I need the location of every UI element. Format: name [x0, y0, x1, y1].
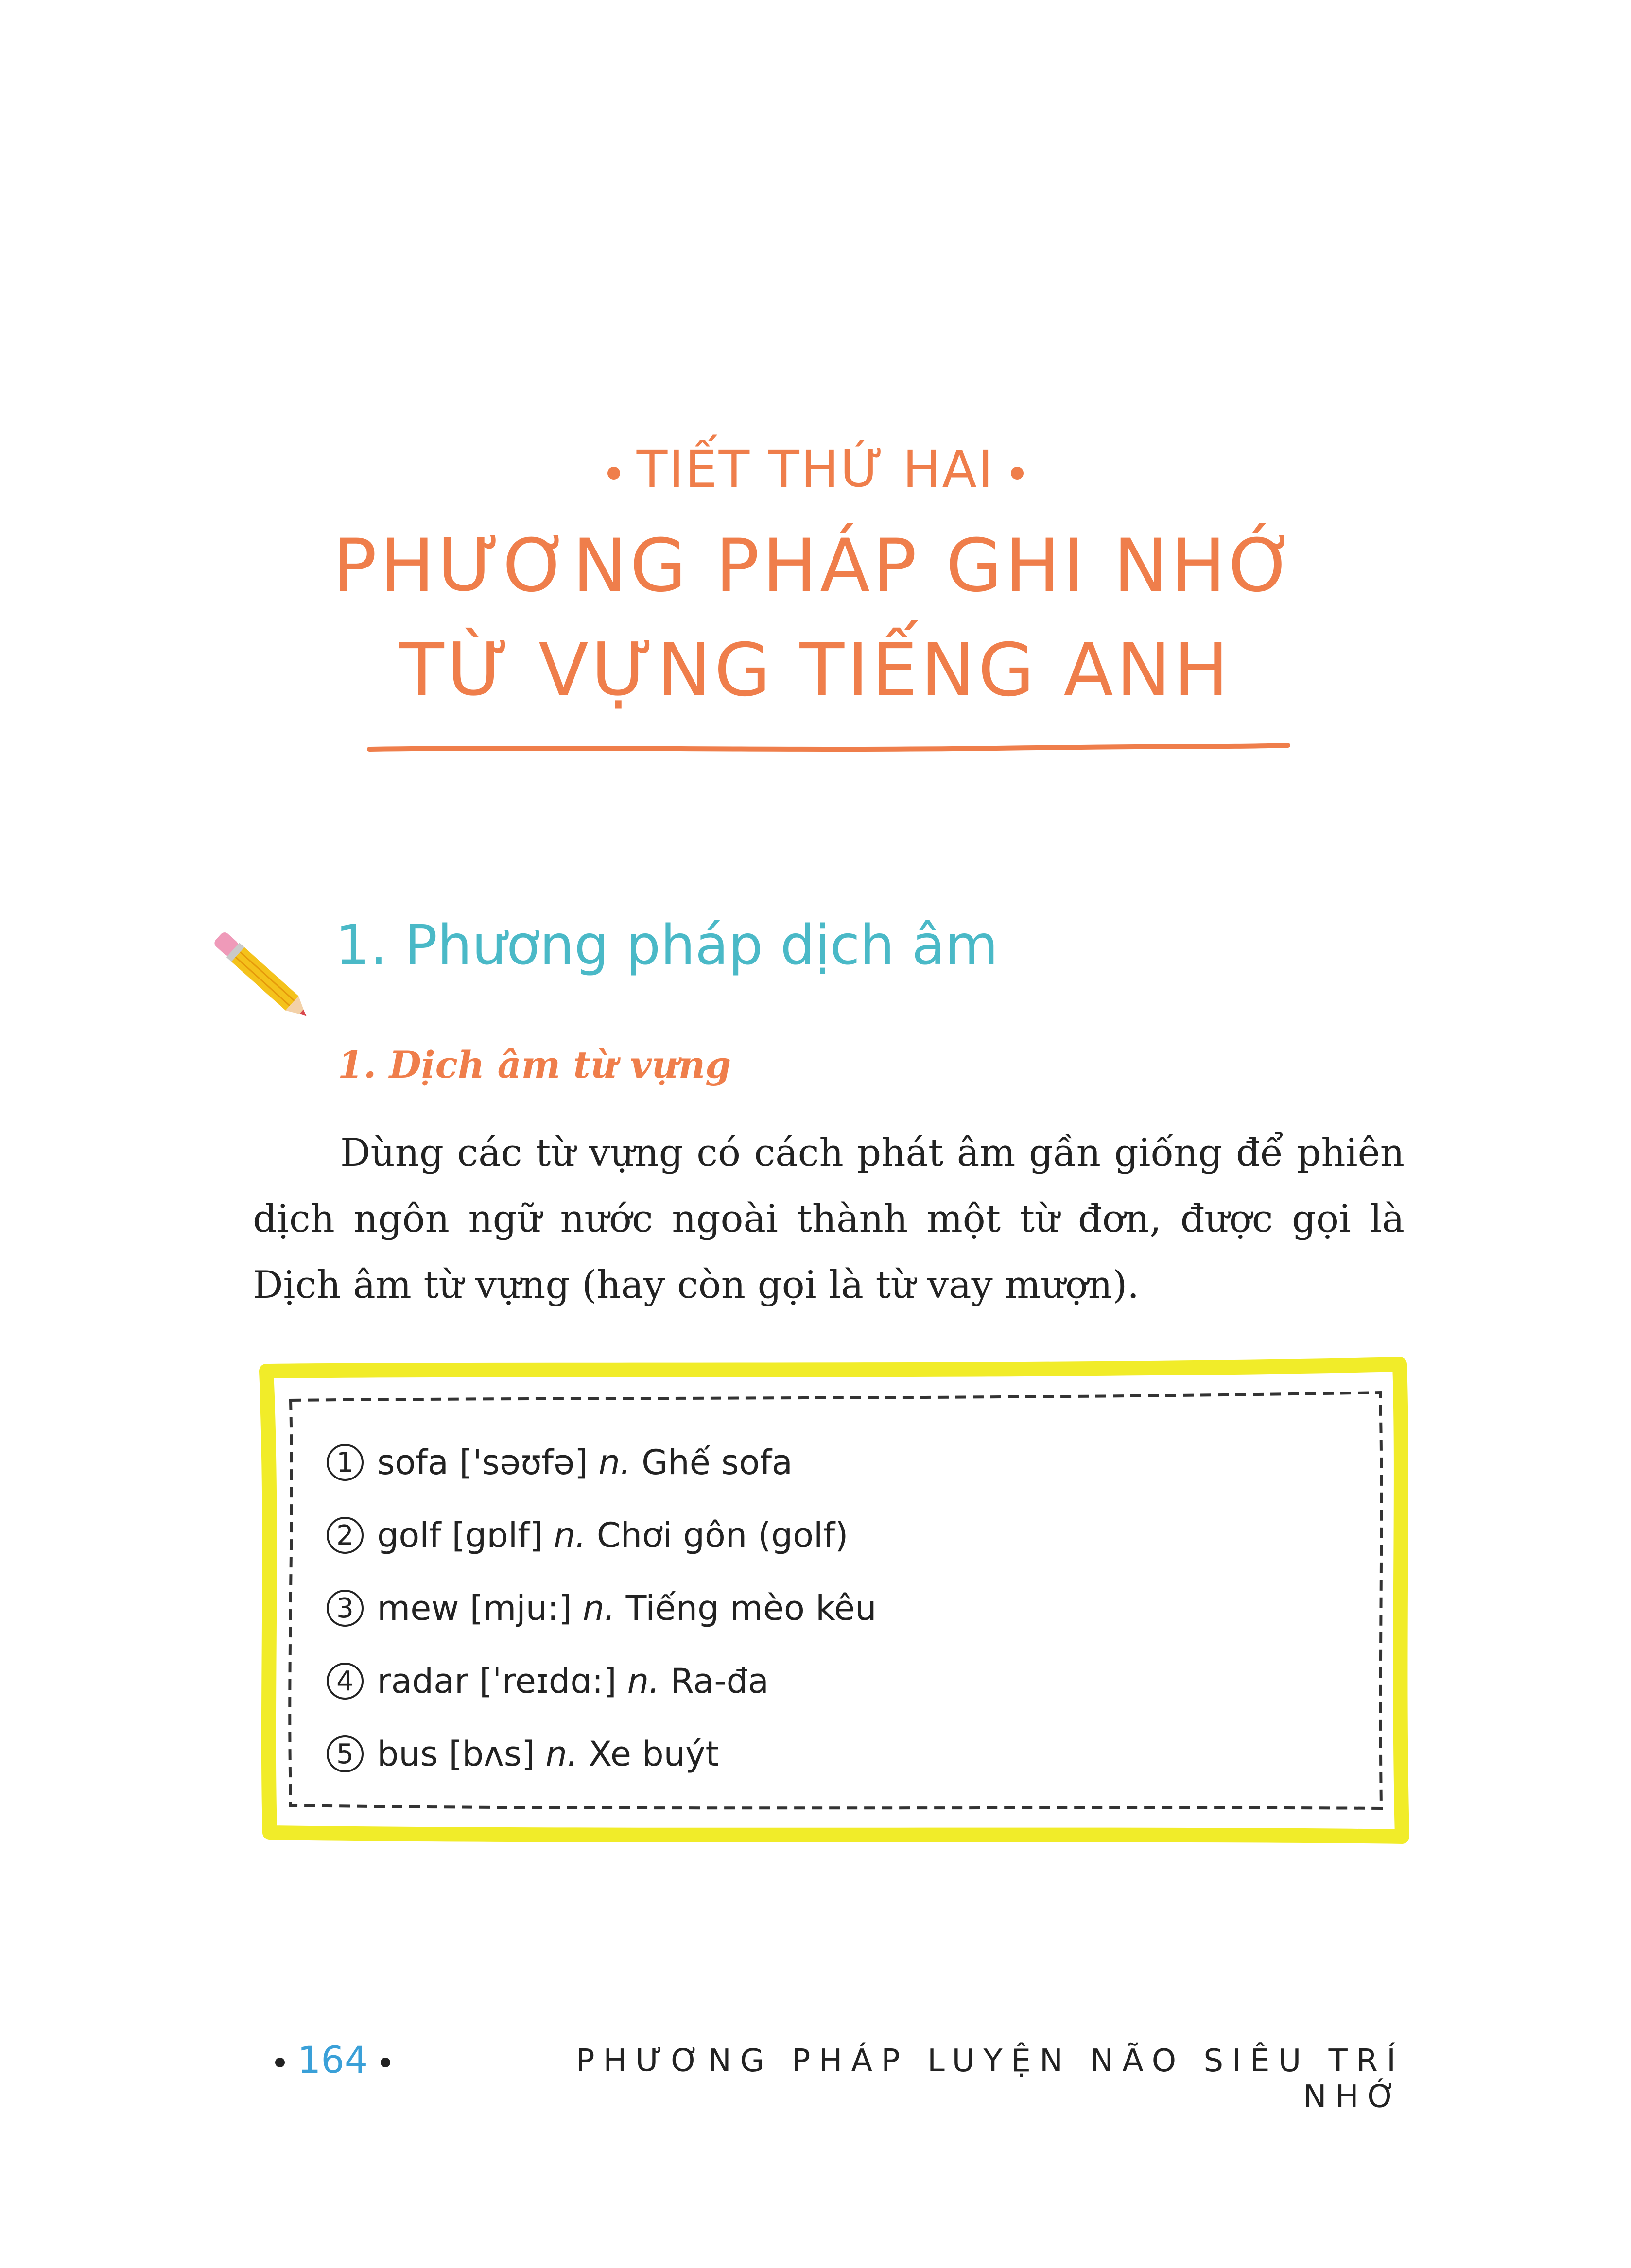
running-footer-title: PHƯƠNG PHÁP LUYỆN NÃO SIÊU TRÍ NHỚ — [575, 2043, 1405, 2115]
page-title-line-2: TỪ VỰNG TIẾNG ANH — [399, 628, 1232, 713]
item-number: 1 — [327, 1444, 364, 1481]
item-number: 4 — [327, 1663, 364, 1700]
vocab-meaning: Chơi gôn (golf) — [596, 1515, 849, 1555]
vocab-meaning: Tiếng mèo kêu — [625, 1588, 877, 1628]
list-item — [327, 1426, 877, 1499]
vocab-meaning: Xe buýt — [589, 1734, 719, 1774]
vocab-list — [327, 1426, 877, 1790]
vocab-pos: n. — [554, 1515, 586, 1555]
vocab-word: mew — [377, 1588, 459, 1628]
vocab-pos: n. — [583, 1588, 615, 1628]
body-paragraph: Dùng các từ vựng có cách phát âm gần giống để phiên dịch ngôn ngữ nước ngoài thành một từ đơn, được gọi là Dịch âm từ vựng (hay còn gọi là từ vay mượn). — [253, 1131, 1405, 1307]
vocab-ipa: [mju:] — [469, 1588, 572, 1628]
vocab-pos: n. — [545, 1734, 578, 1774]
bullet-dot — [381, 2058, 390, 2067]
vocab-ipa: ['səʊfə] — [459, 1443, 588, 1482]
item-number: 5 — [327, 1735, 364, 1772]
list-item — [327, 1645, 877, 1718]
page-number — [262, 2038, 403, 2081]
vocab-pos: n. — [627, 1661, 660, 1701]
vocab-ipa: [bʌs] — [449, 1734, 535, 1774]
section-heading: 1. Phương pháp dịch âm — [335, 914, 998, 977]
vocab-meaning: Ra-đa — [670, 1661, 769, 1701]
item-number: 2 — [327, 1517, 364, 1554]
vocab-word: golf — [377, 1515, 441, 1555]
vocab-word: bus — [377, 1734, 438, 1774]
page-title-line-1: PHƯƠNG PHÁP GHI NHỚ — [333, 524, 1298, 608]
bullet-dot — [275, 2058, 285, 2067]
vocab-word: sofa — [377, 1443, 449, 1482]
list-item — [327, 1572, 877, 1645]
vocab-ipa: [gɒlf] — [451, 1515, 543, 1555]
vocab-word: radar — [377, 1661, 468, 1701]
list-item — [327, 1499, 877, 1572]
vocab-ipa: [ˈreɪdɑ:] — [479, 1661, 617, 1701]
section-label-text: TIẾT THỨ HAI — [636, 440, 995, 499]
list-item — [327, 1718, 877, 1790]
subsection-heading: 1. Dịch âm từ vựng — [338, 1043, 731, 1086]
page-number-text: 164 — [297, 2038, 368, 2081]
item-number: 3 — [327, 1590, 364, 1627]
vocab-pos: n. — [598, 1443, 631, 1482]
vocab-meaning: Ghế sofa — [642, 1443, 793, 1482]
